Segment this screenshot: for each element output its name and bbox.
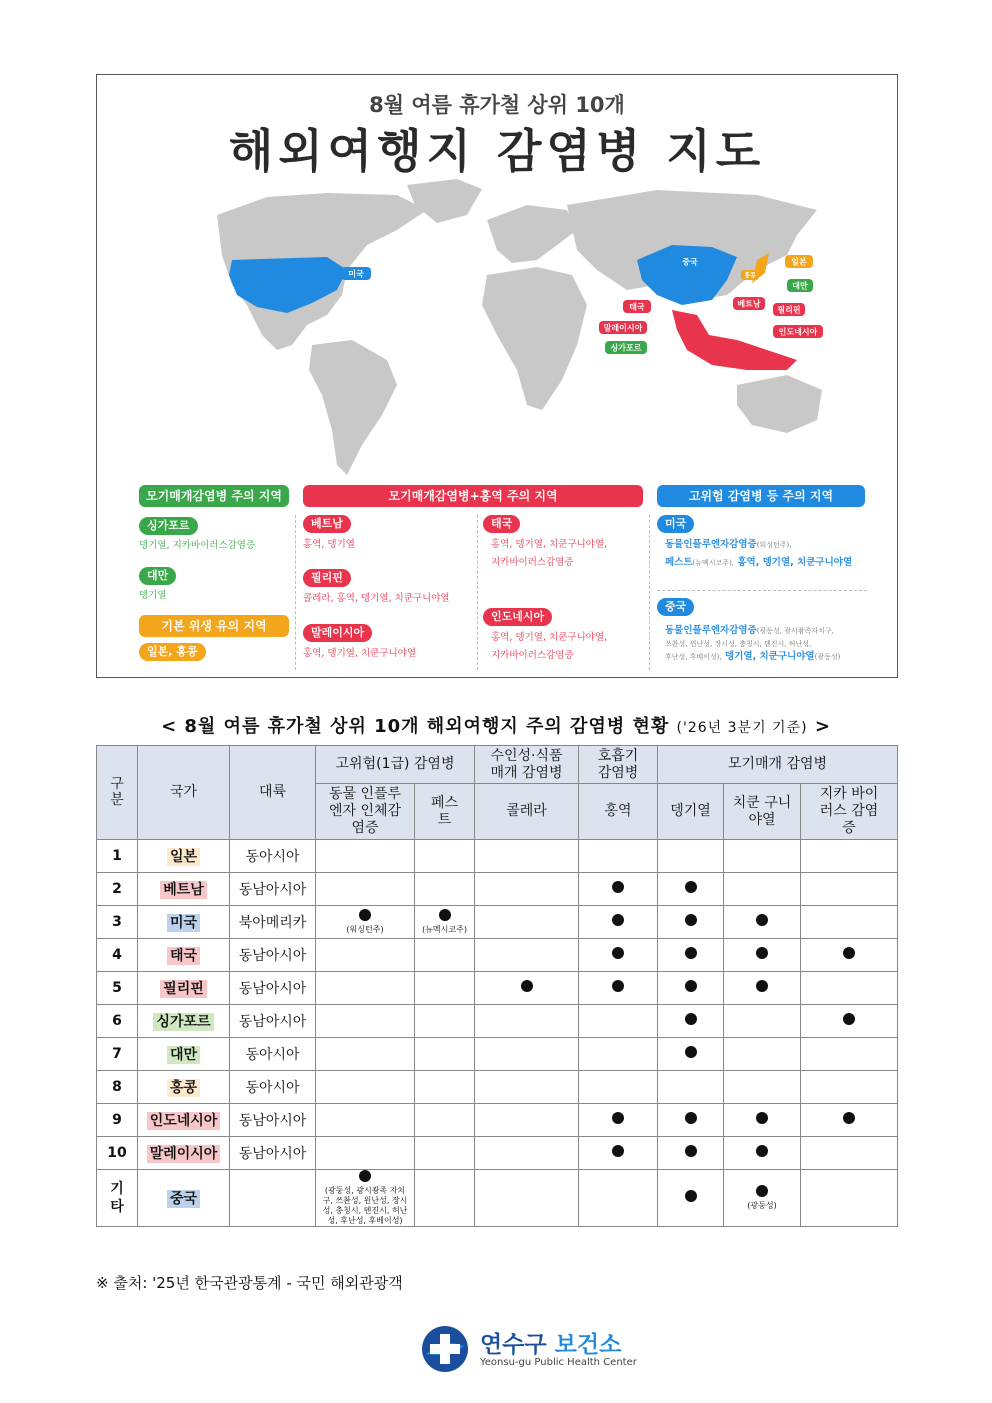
risk-dot	[843, 1013, 855, 1025]
svg-text:미국: 미국	[348, 269, 364, 279]
svg-text:필리핀: 필리핀	[777, 305, 801, 315]
svg-text:인도네시아: 인도네시아	[778, 327, 818, 337]
risk-dot	[359, 1170, 371, 1182]
risk-dot	[843, 1112, 855, 1124]
divider	[657, 590, 867, 591]
indonesia-desc-2: 지카바이러스감염증	[491, 650, 574, 661]
philippines-desc: 콜레라, 홍역, 뎅기열, 치쿤구니야열	[303, 593, 450, 604]
divider	[649, 515, 650, 670]
header-gubun: 구분	[97, 746, 138, 840]
risk-dot	[685, 1190, 697, 1202]
risk-dot	[685, 1046, 697, 1058]
risk-dot	[612, 1112, 624, 1124]
header-mosquito: 모기매개 감염병	[658, 746, 898, 784]
china-desc-3: 후난성, 후베이성), 뎅기열, 치쿤구니야열(광동성)	[665, 651, 841, 662]
indonesia-desc-1: 홍역, 뎅기열, 치쿤구니야열,	[491, 632, 608, 643]
map-label-hk	[741, 270, 759, 280]
table-row: 10 말레이시아 동남아시아	[97, 1137, 898, 1170]
table-row-other: 기타 중국 (광둥성, 광시좡족 자치구, 쓰촨성, 윈난성, 장시성, 충칭시, 톈진시, 허난성, 후난성, 후베이성) (광둥성)	[97, 1170, 898, 1227]
risk-dot	[756, 1185, 768, 1197]
vietnam-pill: 베트남	[303, 515, 351, 533]
usa-desc-2: 페스트(뉴멕시코주), 홍역, 뎅기열, 치쿤구니야열	[665, 557, 853, 568]
thailand-desc-2: 지카바이러스감염증	[491, 557, 574, 568]
sea-shape	[672, 310, 797, 370]
map-label-indonesia	[773, 325, 823, 338]
china-desc-2: 쓰촨성, 윈난성, 장시성, 충칭시, 톈진시, 허난성,	[665, 640, 812, 648]
table-row: 9 인도네시아 동남아시아	[97, 1104, 898, 1137]
basic-pill: 일본, 홍콩	[139, 643, 206, 661]
table-row: 2 베트남 동남아시아	[97, 873, 898, 906]
map-label-malaysia	[599, 321, 647, 334]
risk-dot	[756, 980, 768, 992]
south-america-shape	[309, 340, 397, 475]
country-name: 말레이시아	[147, 1145, 221, 1163]
risk-dot	[843, 947, 855, 959]
map-label-japan	[785, 255, 813, 268]
region-note: (광둥성)	[747, 1201, 777, 1210]
taiwan-pill: 대만	[139, 567, 176, 585]
svg-text:태국: 태국	[629, 302, 645, 312]
table-row: 8 홍콩 동아시아	[97, 1071, 898, 1104]
svg-text:말레이시아: 말레이시아	[603, 323, 643, 333]
category-green: 모기매개감염병 주의 지역	[139, 485, 289, 507]
risk-dot	[685, 980, 697, 992]
category-blue: 고위험 감염병 등 주의 지역	[657, 485, 865, 507]
divider	[295, 515, 296, 670]
header-plague: 페스트	[415, 784, 475, 840]
risk-dot	[685, 1112, 697, 1124]
australia-shape	[737, 375, 822, 433]
risk-dot	[521, 980, 533, 992]
europe-shape	[487, 205, 577, 263]
poster-subtitle: 8월 여름 휴가철 상위 10개	[369, 93, 625, 117]
table-row: 5 필리핀 동남아시아	[97, 972, 898, 1005]
risk-dot	[612, 947, 624, 959]
header-chikungunya: 치쿤 구니야열	[724, 784, 801, 840]
category-orange: 기본 위생 유의 지역	[139, 615, 289, 637]
risk-dot	[685, 1145, 697, 1157]
malaysia-desc: 홍역, 뎅기열, 치쿤구니야열	[303, 648, 417, 659]
table-row: 4 태국 동남아시아	[97, 939, 898, 972]
thailand-desc-1: 홍역, 뎅기열, 치쿤구니야열,	[491, 539, 608, 550]
risk-dot	[612, 980, 624, 992]
header-avian-flu: 동물 인플루엔자 인체감염증	[316, 784, 415, 840]
risk-dot	[359, 909, 371, 921]
risk-dot	[685, 947, 697, 959]
region-note: (워싱턴주)	[346, 925, 384, 934]
china-desc-1: 동물인플루엔자감염증(광동성, 광시좡족자치구,	[665, 625, 834, 636]
table-row: 3 미국 북아메리카 (워싱턴주) (뉴멕시코주)	[97, 906, 898, 939]
table-basis: ('26년 3분기 기준)	[676, 720, 808, 736]
malaysia-pill: 말레이시아	[303, 624, 372, 642]
header-respiratory: 호흡기 감염병	[579, 746, 658, 784]
singapore-desc: 뎅기열, 지카바이러스감염증	[139, 540, 256, 551]
header-high-risk: 고위험(1급) 감염병	[316, 746, 475, 784]
singapore-pill: 싱가포르	[139, 517, 198, 535]
header-measles: 홍역	[579, 784, 658, 840]
map-label-vietnam	[733, 297, 765, 310]
risk-dot	[756, 1145, 768, 1157]
risk-dot	[756, 947, 768, 959]
cross-logo-icon	[420, 1324, 470, 1374]
region-note: (광둥성, 광시좡족 자치구, 쓰촨성, 윈난성, 장시성, 충칭시, 톈진시, 허난성, 후난성, 후베이성)	[322, 1186, 408, 1225]
header-water-food: 수인성·식품 매개 감염병	[475, 746, 579, 784]
risk-dot	[612, 914, 624, 926]
usa-pill: 미국	[657, 515, 694, 533]
category-red: 모기매개감염병+홍역 주의 지역	[303, 485, 643, 507]
svg-text:대만: 대만	[792, 281, 808, 291]
svg-text:중국: 중국	[682, 257, 698, 267]
svg-text:싱가포르: 싱가포르	[610, 343, 642, 353]
country-name: 필리핀	[160, 980, 207, 998]
header-dengue: 뎅기열	[658, 784, 724, 840]
logo-subtitle: Yeonsu-gu Public Health Center	[480, 1357, 637, 1368]
china-shape	[637, 245, 737, 305]
infographic-poster	[96, 74, 898, 678]
svg-text:홍콩: 홍콩	[744, 272, 756, 280]
header-zika: 지카 바이러스 감염증	[801, 784, 898, 840]
thailand-pill: 태국	[483, 515, 520, 533]
logo-name: 연수구 보건소	[480, 1332, 622, 1358]
source-note: ※ 출처: '25년 한국관광통계 - 국민 해외관광객	[96, 1274, 403, 1292]
risk-dot	[439, 909, 451, 921]
country-name: 베트남	[160, 881, 207, 899]
map-label-taiwan	[787, 279, 813, 292]
map-label-thailand	[623, 300, 651, 313]
world-map	[97, 175, 897, 485]
risk-dot	[685, 914, 697, 926]
country-name: 태국	[167, 947, 200, 965]
table-title: < 8월 여름 휴가철 상위 10개 해외여행지 주의 감염병 현황 ('26년 3분기 기준) >	[161, 716, 831, 737]
risk-dot	[756, 1112, 768, 1124]
poster-title: 해외여행지 감염병 지도	[228, 124, 766, 178]
philippines-pill: 필리핀	[303, 569, 351, 587]
risk-dot	[756, 914, 768, 926]
disease-table	[96, 745, 898, 1227]
risk-dot	[685, 1013, 697, 1025]
taiwan-desc: 뎅기열	[139, 590, 167, 601]
map-label-singapore	[605, 341, 647, 354]
country-name: 미국	[167, 914, 200, 932]
greenland-shape	[407, 179, 482, 223]
risk-dot	[612, 881, 624, 893]
region-note: (뉴멕시코주)	[422, 925, 467, 934]
country-name: 대만	[167, 1046, 200, 1064]
map-label-usa	[341, 267, 371, 280]
country-name: 홍콩	[167, 1079, 200, 1097]
table-row: 6 싱가포르 동남아시아	[97, 1005, 898, 1038]
health-center-logo	[420, 1322, 637, 1376]
header-cholera: 콜레라	[475, 784, 579, 840]
country-name: 싱가포르	[153, 1013, 213, 1031]
header-continent: 대륙	[230, 746, 316, 840]
table-row: 1 일본 동아시아	[97, 840, 898, 873]
country-name: 중국	[167, 1190, 200, 1208]
country-name: 일본	[167, 848, 200, 866]
risk-dot	[612, 1145, 624, 1157]
map-label-philippines	[773, 303, 805, 316]
table-row: 7 대만 동아시아	[97, 1038, 898, 1071]
vietnam-desc: 홍역, 뎅기열	[303, 539, 355, 550]
risk-dot	[685, 881, 697, 893]
divider	[477, 515, 478, 670]
country-name: 인도네시아	[147, 1112, 221, 1130]
china-pill: 중국	[657, 598, 694, 616]
indonesia-pill: 인도네시아	[483, 608, 552, 626]
africa-shape	[482, 267, 587, 410]
svg-text:일본: 일본	[791, 257, 807, 267]
svg-text:베트남: 베트남	[737, 299, 761, 309]
map-label-china	[675, 255, 705, 268]
usa-desc-1: 동물인플루엔자감염증(워싱턴주),	[665, 539, 792, 550]
header-country: 국가	[138, 746, 230, 840]
